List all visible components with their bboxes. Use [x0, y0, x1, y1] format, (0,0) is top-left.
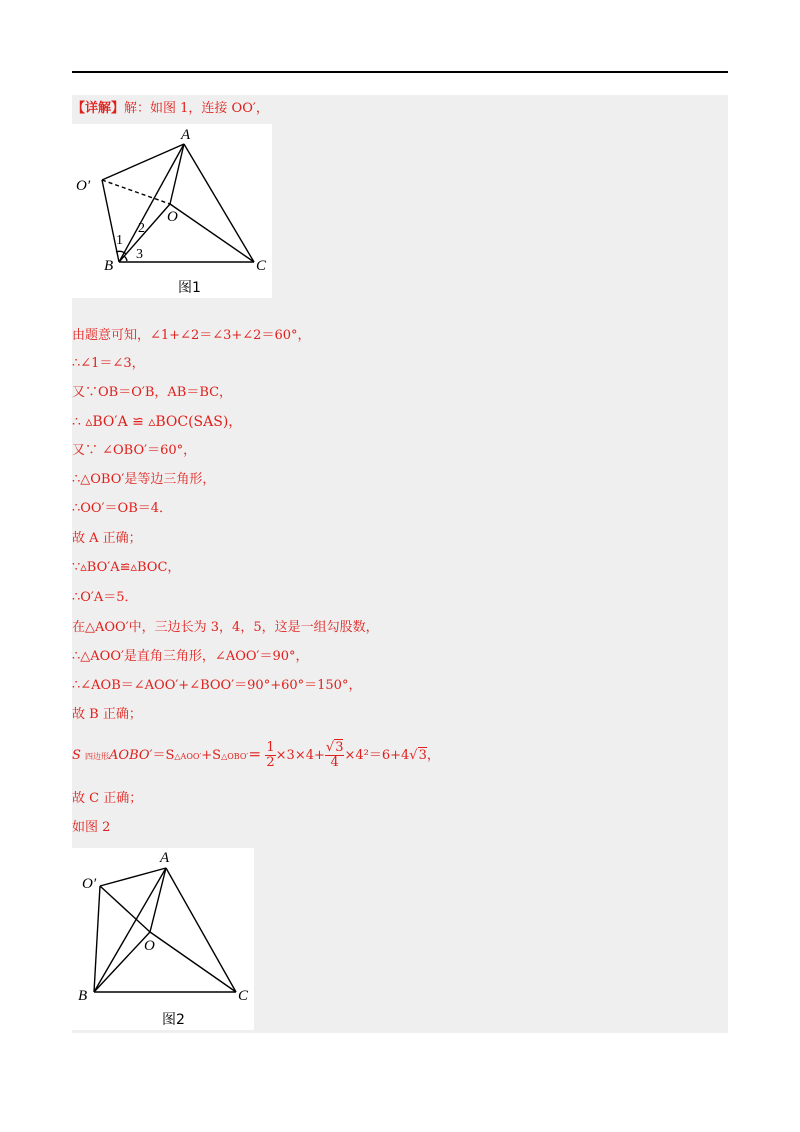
fig1-point-o: O [167, 209, 178, 225]
fig2-point-b: B [78, 988, 88, 1004]
frac-denominator: 4 [330, 755, 339, 770]
formula-tail: ×4²＝6+4 [344, 748, 410, 763]
formula-sub-quad: 四边形 [85, 752, 110, 761]
fig2-point-o: O [144, 938, 155, 954]
fig1-angle-1: 1 [116, 233, 123, 248]
formula-last-root: 3 [418, 748, 427, 763]
formula-sub-t2: △OBO′ [221, 752, 249, 761]
fig1-point-b: B [104, 258, 114, 274]
fig1-angle-3: 3 [136, 247, 143, 262]
area-formula: S 四边形AOBO′＝S△AOO′+S△OBO′＝ $\frac{1}{2}$ ×3×4+ $\frac{√3}{4}$ ×4²＝6+4√3， [72, 740, 440, 770]
fig2-caption: 图2 [162, 1012, 185, 1028]
fig1-angle-2: 2 [138, 221, 145, 236]
header-rule [72, 71, 728, 73]
step-line: 由题意可知，∠1+∠2＝∠3+∠2＝60°， [72, 328, 311, 343]
step-line: ∴∠AOB＝∠AOO′+∠BOO′＝90°+60°＝150°， [72, 678, 362, 693]
fig1-point-o-prime: O′ [76, 178, 91, 194]
step-line: ∴△AOO′是直角三角形，∠AOO′＝90°， [72, 649, 309, 664]
fig1-point-c: C [256, 258, 267, 274]
fig2-point-c: C [238, 988, 249, 1004]
step-line: ∴O′A＝5． [72, 590, 138, 605]
step-line: 故 A 正确； [72, 531, 142, 546]
step-line: 又∵OB＝O′B，AB＝BC， [72, 385, 233, 400]
formula-mid: ×3×4+ [275, 748, 325, 763]
fig2-point-o-prime: O′ [82, 876, 97, 892]
solution-intro [72, 100, 269, 118]
step-line: 在△AOO′中，三边长为 3，4，5，这是一组勾股数， [72, 620, 379, 635]
formula-eq2: ＝ [248, 748, 262, 763]
fig1-caption: 图1 [178, 280, 201, 296]
formula-s: S [72, 748, 81, 763]
fig2-point-a: A [160, 850, 170, 866]
formula-plus: +S [201, 748, 222, 763]
detail-label: 【详解】 [72, 101, 125, 116]
formula-sub-t1: △AOO′ [174, 752, 202, 761]
figure-1 [72, 124, 272, 298]
fraction-root3-over-4: $\frac{√3}{4}$ [325, 740, 344, 770]
frac-root: 3 [335, 740, 344, 755]
step-line: ∴ ▵BO′A ≌ ▵BOC(SAS)， [72, 414, 243, 430]
intro-text: 解：如图 1，连接 OO′， [124, 101, 269, 116]
step-line: 故 B 正确； [72, 707, 142, 722]
step-line: ∴△OBO′是等边三角形， [72, 472, 216, 487]
frac-denominator: 2 [266, 755, 275, 770]
formula-end: ， [426, 748, 440, 763]
step-line: 又∵ ∠OBO′＝60°， [72, 443, 197, 458]
frac-numerator: 1 [266, 740, 275, 755]
fig1-point-a: A [181, 127, 191, 143]
fraction-one-half [265, 741, 275, 770]
step-line: ∵▵BO′A≌▵BOC， [72, 560, 181, 575]
step-line: 故 C 正确； [72, 791, 143, 806]
step-line: ∴OO′＝OB＝4． [72, 501, 173, 516]
step-line: 如图 2 [72, 820, 111, 835]
formula-quad-name: AOBO′ [109, 748, 153, 763]
formula-eq1: ＝S [152, 748, 175, 763]
step-line: ∴∠1＝∠3， [72, 356, 145, 371]
figure-2 [72, 848, 254, 1030]
